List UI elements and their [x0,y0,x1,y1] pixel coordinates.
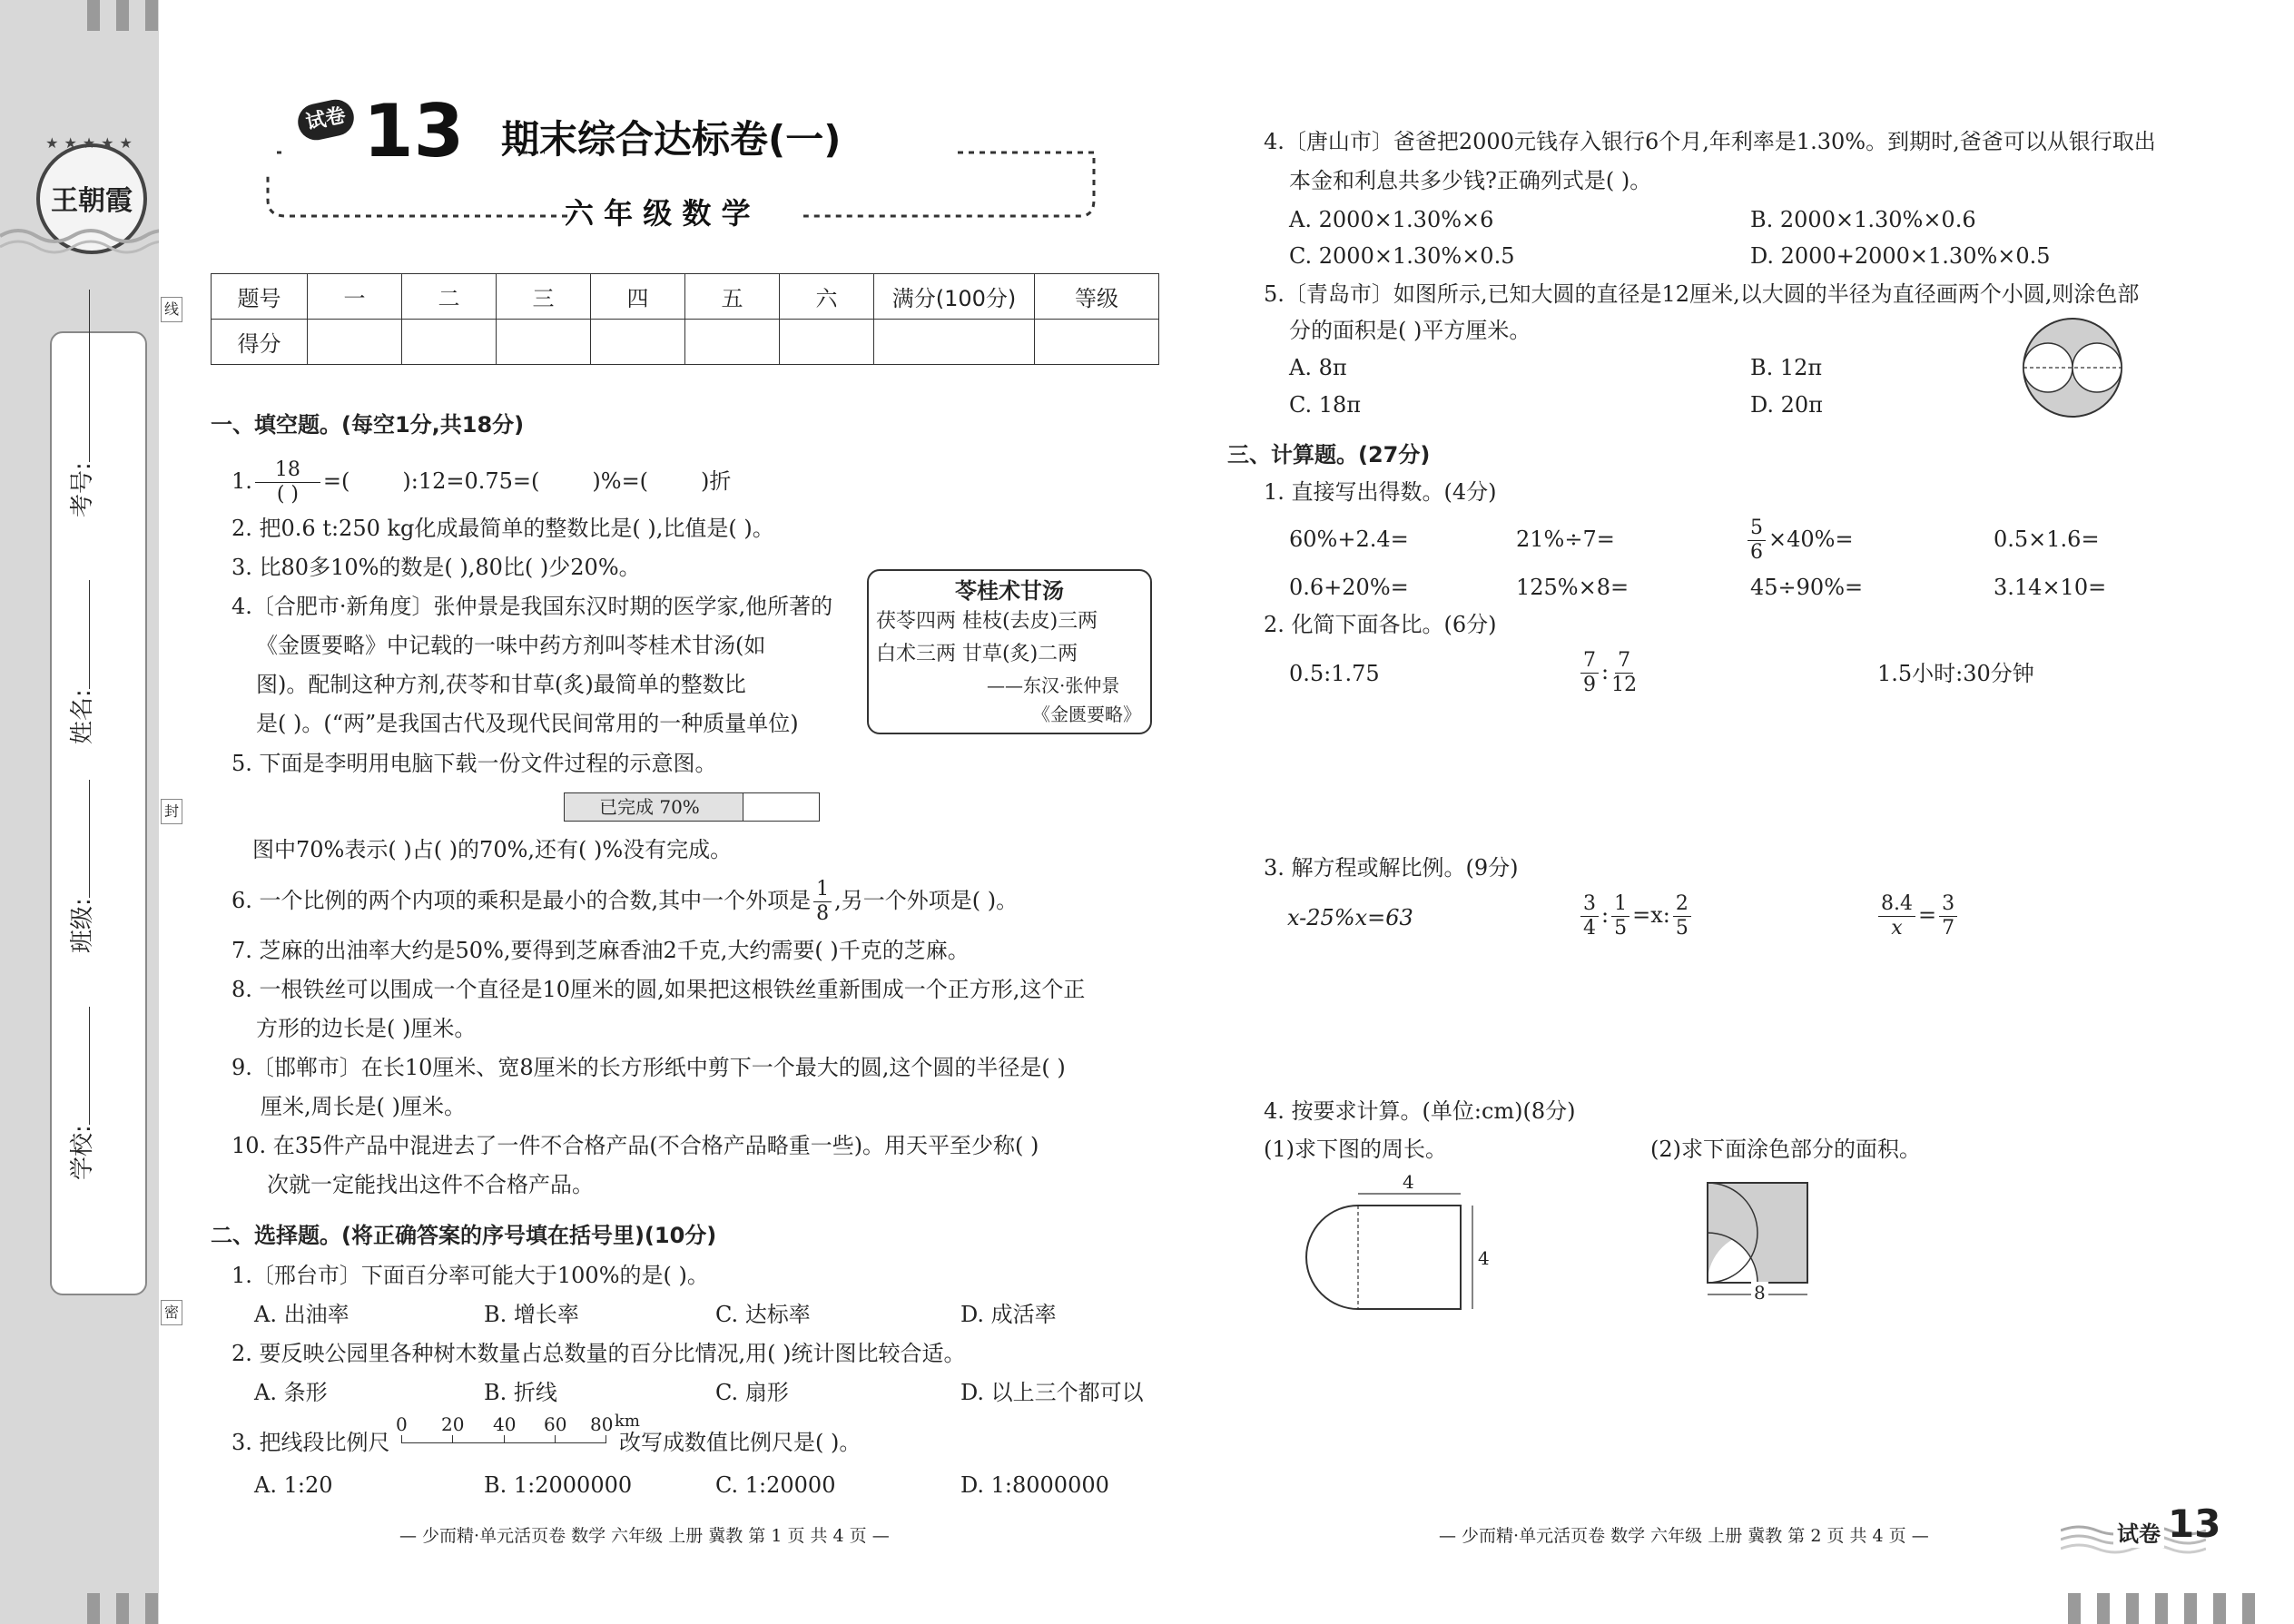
s2-q1-opt[interactable]: A. 出油率 [254,1302,350,1327]
s1-q1: 1. $\frac{18}{( )}$ =( ):12=0.75=( )%=( )折 [231,458,732,506]
fig2-bottom-label: 8 [1751,1282,1768,1304]
score-header-cell: 题号 [212,274,308,320]
s1-q10-line: 10. 在35件产品中混进去了一件不合格产品(不合格产品略重一些)。用天平至少称( ) [231,1133,1039,1158]
scale-unit: km [615,1412,640,1431]
bottom-tick [145,1593,158,1624]
s3-p4-sub2: (2)求下面涂色部分的面积。 [1650,1137,1921,1162]
score-header-cell: 一 [308,274,402,320]
s1-q9-line: 9.〔邯郸市〕在长10厘米、宽8厘米的长方形纸中剪下一个最大的圆,这个圆的半径是( ) [231,1055,1066,1080]
s3-p2-item: $\frac{7}{9}$ : $\frac{7}{12}$ [1578,646,1639,697]
exam-badge: 试卷 [295,96,358,143]
score-header-cell: 六 [780,274,874,320]
star-icons: ★★★★★ [45,134,138,152]
s2-q5-line: 5.〔青岛市〕如图所示,已知大圆的直径是12厘米,以大圆的半径为直径画两个小圆,则涂色部 [1264,281,2140,307]
bottom-tick [2068,1593,2081,1624]
recipe-line: 白术三两 甘草(炙)二两 [876,643,1078,665]
score-header-cell: 满分(100分) [874,274,1035,320]
download-progress-bar [564,792,820,822]
scale-bar [396,1412,640,1455]
s2-q5-opt[interactable]: B. 12π [1750,355,1823,380]
s3-p2-item: 0.5:1.75 [1289,661,1380,686]
s2-q4-opt[interactable]: A. 2000×1.30%×6 [1289,207,1494,232]
s3-p3-eq: $\frac{8.4}{x}$ = $\frac{3}{7}$ [1876,890,1960,940]
s1-q5-blank: 图中70%表示( )占( )的70%,还有( )%没有完成。 [252,837,733,862]
s2-q5-opt[interactable]: A. 8π [1289,355,1347,380]
score-header-cell: 四 [591,274,685,320]
score-cell[interactable] [591,320,685,365]
s3-p1-item: 21%÷7= [1516,527,1615,552]
s3-p2-title: 2. 化简下面各比。(6分) [1264,612,1497,637]
s2-q1-opt[interactable]: B. 增长率 [484,1302,579,1327]
recipe-title: 苓桂术甘汤 [955,578,1064,604]
s2-q2-opt[interactable]: D. 以上三个都可以 [960,1380,1144,1405]
circle-figure [2019,314,2126,421]
top-tick [116,0,129,31]
score-cell[interactable] [308,320,402,365]
s3-p2-item: 1.5小时:30分钟 [1877,661,2034,686]
wave-decoration [0,218,159,254]
recipe-line: 茯苓四两 桂枝(去皮)三两 [876,610,1098,633]
exam-no-label: 考号: [64,290,97,517]
page-title: 期末综合达标卷(一) [501,117,842,162]
scale-tick-label: 20 [441,1413,465,1435]
recipe-box [867,569,1152,734]
scale-tick-label: 60 [544,1413,567,1435]
recipe-book: 《金匮要略》 [1032,704,1141,725]
s2-q4-line: 4.〔唐山市〕爸爸把2000元钱存入银行6个月,年利率是1.30%。到期时,爸爸可以从银行取出 [1264,129,2156,154]
score-cell[interactable] [497,320,591,365]
bottom-tick [2242,1593,2255,1624]
score-header-cell: 等级 [1035,274,1159,320]
score-cell[interactable] [874,320,1035,365]
s2-q3-opt[interactable]: B. 1:2000000 [484,1472,633,1498]
s1-q8-line: 8. 一根铁丝可以围成一个直径是10厘米的圆,如果把这根铁丝重新围成一个正方形,这个正 [231,977,1086,1002]
score-header-cell: 二 [402,274,497,320]
s2-q4-line: 本金和利息共多少钱?正确列式是( )。 [1289,168,1652,193]
s3-p3-eq: $\frac{3}{4}$ : $\frac{1}{5}$ =x: $\frac{2}{5}$ [1578,890,1694,940]
s1-q4-line: 《金匮要略》中记载的一味中药方剂叫苓桂术甘汤(如 [256,633,766,658]
bottom-tick [2097,1593,2110,1624]
s2-q5-opt[interactable]: C. 18π [1289,392,1362,418]
s1-q5: 5. 下面是李明用电脑下载一份文件过程的示意图。 [231,751,717,776]
s2-q2-opt[interactable]: C. 扇形 [715,1380,789,1405]
footer-badge: 试卷 [2113,1516,2164,1548]
s2-q3-opt[interactable]: D. 1:8000000 [960,1472,1109,1498]
s1-q4-line: 是( )。(“两”是我国古代及现代民间常用的一种质量单位) [256,711,799,736]
section1-title: 一、填空题。(每空1分,共18分) [211,412,525,438]
s2-q3-b: 改写成数值比例尺是( )。 [619,1430,861,1455]
s1-q6: 6. 一个比例的两个内项的乘积是最小的合数,其中一个外项是 $\frac{1}{8}$ ,另一个外项是( )。 [231,878,1019,925]
footer-left: — 少而精·单元活页卷 数学 六年级 上册 冀教 第 1 页 共 4 页 — [399,1526,890,1546]
s2-q1-opt[interactable]: D. 成活率 [960,1302,1057,1327]
bottom-tick [2155,1593,2168,1624]
s1-q8-line: 方形的边长是( )厘米。 [256,1016,477,1041]
bottom-tick [87,1593,100,1624]
s1-q10-line: 次就一定能找出这件不合格产品。 [267,1172,594,1197]
score-row-label: 得分 [212,320,308,365]
scale-tick-label: 0 [396,1413,408,1435]
s1-q3: 3. 比80多10%的数是( ),80比( )少20%。 [231,555,641,580]
s2-q1-opt[interactable]: C. 达标率 [715,1302,811,1327]
s3-p1-item: $\frac{5}{6}$ ×40%= [1745,514,1854,565]
score-row [212,320,1159,365]
recipe-source: ——东汉·张仲景 [987,674,1120,696]
s2-q3-opt[interactable]: A. 1:20 [254,1472,333,1498]
s2-q5-opt[interactable]: D. 20π [1750,392,1823,418]
bottom-tick [2126,1593,2139,1624]
top-tick [145,0,158,31]
top-tick [87,0,100,31]
s3-p3-title: 3. 解方程或解比例。(9分) [1264,855,1519,881]
s1-q4-line: 4.〔合肥市·新角度〕张仲景是我国东汉时期的医学家,他所著的 [231,594,833,619]
bottom-tick [116,1593,129,1624]
seal-mark-line: 线 [161,297,182,322]
fig1-top-label: 4 [1403,1171,1414,1193]
s2-q2: 2. 要反映公园里各种树木数量占总数量的百分比情况,用( )统计图比较合适。 [231,1341,966,1366]
score-table [211,273,1159,365]
s3-p1-item: 125%×8= [1516,575,1629,600]
score-cell[interactable] [685,320,780,365]
s1-q4-line: 图)。配制这种方剂,茯苓和甘草(炙)最简单的整数比 [256,672,746,697]
progress-label: 已完成 70% [599,796,700,818]
s2-q2-opt[interactable]: B. 折线 [484,1380,557,1405]
s1-q7: 7. 芝麻的出油率大约是50%,要得到芝麻香油2千克,大约需要( )千克的芝麻。 [231,938,970,963]
s2-q4-opt[interactable]: B. 2000×1.30%×0.6 [1750,207,1976,232]
score-header-cell: 五 [685,274,780,320]
seal-mark-secret: 密 [161,1300,182,1325]
score-cell[interactable] [780,320,874,365]
s2-q1: 1.〔邢台市〕下面百分率可能大于100%的是( )。 [231,1263,709,1288]
s1-q2: 2. 把0.6 t:250 kg化成最简单的整数比是( ),比值是( )。 [231,516,774,541]
s2-q4-opt[interactable]: C. 2000×1.30%×0.5 [1289,243,1515,269]
section2-title: 二、选择题。(将正确答案的序号填在括号里)(10分) [211,1223,717,1248]
scale-tick-label: 40 [493,1413,517,1435]
s3-p1-item: 45÷90%= [1750,575,1864,600]
logo-text: 王朝霞 [51,185,133,217]
s3-p1-title: 1. 直接写出得数。(4分) [1264,479,1497,505]
fig1-side-label: 4 [1478,1247,1490,1269]
s3-p1-item: 3.14×10= [1994,575,2107,600]
s2-q3-opt[interactable]: C. 1:20000 [715,1472,836,1498]
score-header-cell: 三 [497,274,591,320]
s3-p1-item: 0.5×1.6= [1994,527,2100,552]
footer-badge-number: 13 [2168,1501,2221,1546]
page-subtitle: 六 年 级 数 学 [565,196,751,231]
seal-mark-seal: 封 [161,799,182,824]
s3-p1-item: 60%+2.4= [1289,527,1409,552]
s2-q3-a: 3. 把线段比例尺 [231,1430,390,1455]
name-label: 姓名: [64,580,97,744]
s1-q9-line: 厘米,周长是( )厘米。 [261,1094,466,1119]
s3-p4-sub1: (1)求下图的周长。 [1264,1137,1447,1162]
footer-right: — 少而精·单元活页卷 数学 六年级 上册 冀教 第 2 页 共 4 页 — [1439,1526,1929,1546]
score-cell[interactable] [1035,320,1159,365]
s3-p1-item: 0.6+20%= [1289,575,1409,600]
bottom-tick [2213,1593,2226,1624]
s2-q4-opt[interactable]: D. 2000+2000×1.30%×0.5 [1750,243,2051,269]
bottom-tick [2184,1593,2197,1624]
s3-p3-eq: x-25%x=63 [1287,905,1413,930]
class-label: 班级: [64,780,97,953]
exam-number: 13 [363,89,465,173]
section3-title: 三、计算题。(27分) [1227,442,1431,468]
score-cell[interactable] [402,320,497,365]
s2-q5-line: 分的面积是( )平方厘米。 [1289,318,1531,343]
school-label: 学校: [64,1007,97,1180]
scale-tick-label: 80 [590,1413,614,1435]
s3-p4-title: 4. 按要求计算。(单位:cm)(8分) [1264,1098,1576,1124]
s2-q2-opt[interactable]: A. 条形 [254,1380,328,1405]
score-header-row [212,274,1159,320]
